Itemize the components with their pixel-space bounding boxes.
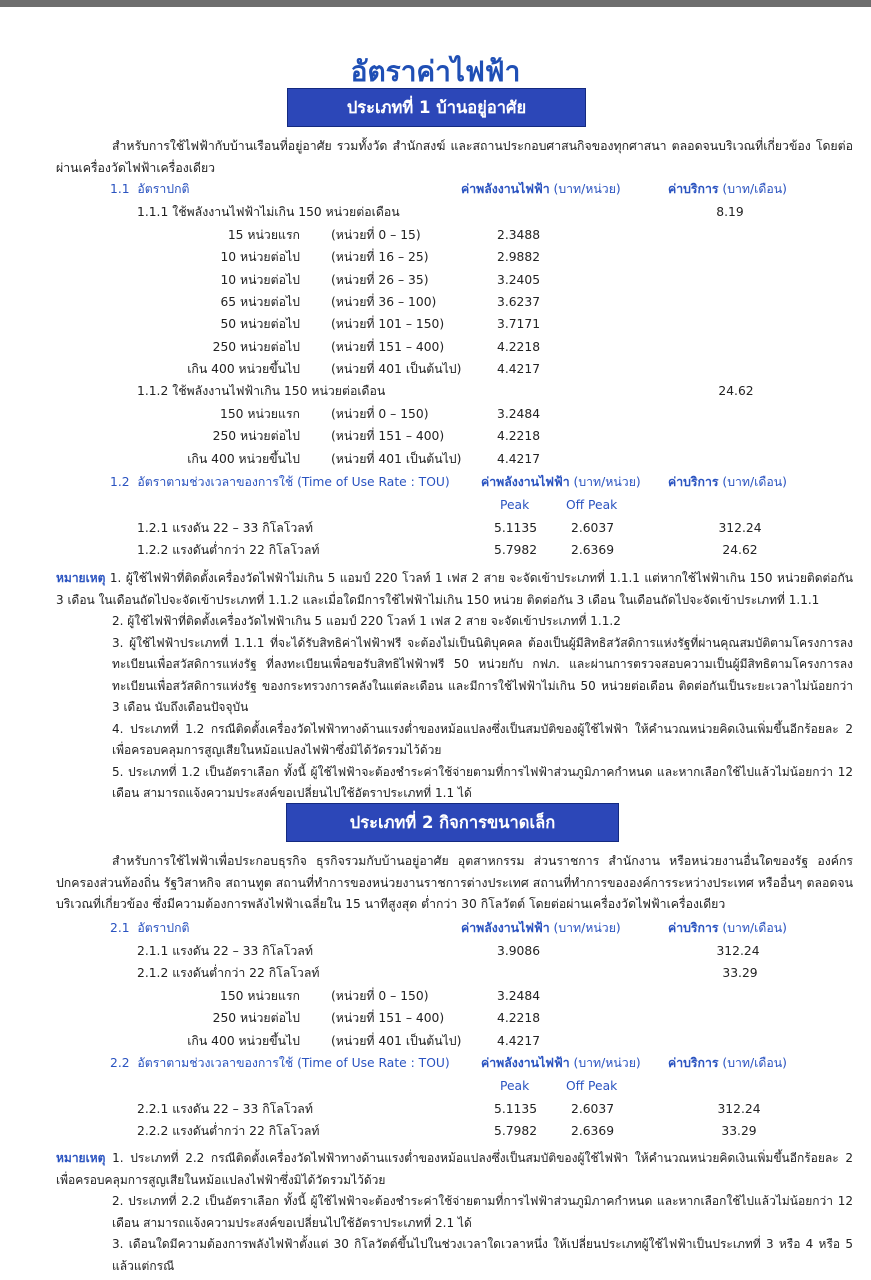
type1-note-2: 2. ผู้ใช้ไฟฟ้าที่ติดตั้งเครื่องวัดไฟฟ้าเกิน 5 แอมป์ 220 โวลท์ 1 เฟส 2 สาย จะจัดเข้าประเภทที่ 1.1.2: [112, 614, 621, 628]
type1-banner: ประเภทที่ 1 บ้านอยู่อาศัย: [287, 88, 586, 127]
tou-service: 312.24: [718, 521, 762, 535]
tier-units: 65 หน่วยต่อไป: [220, 294, 300, 309]
s21-num: 2.1: [110, 921, 130, 935]
tier-units: 10 หน่วยต่อไป: [220, 272, 300, 287]
s11-label: อัตราปกติ: [137, 182, 190, 196]
tier-range: (หน่วยที่ 151 – 400): [331, 429, 445, 444]
tier-range: (หน่วยที่ 0 – 150): [331, 989, 429, 1003]
s12-energy-head: ค่าพลังงานไฟฟ้า: [481, 475, 570, 489]
tier-rate: 4.4217: [497, 451, 541, 466]
s22-energy-head: ค่าพลังงานไฟฟ้า: [481, 1056, 570, 1070]
s22-peak-header: Peak: [500, 1079, 530, 1093]
tou-label: 2.2.1 แรงดัน 22 – 33 กิโลโวลท์: [137, 1102, 313, 1116]
s11-energy-header: [461, 179, 621, 199]
s21-energy-unit: (บาท/หน่วย): [553, 921, 621, 935]
type1-note-1-text: 1. ผู้ใช้ไฟฟ้าที่ติดตั้งเครื่องวัดไฟฟ้าไม่เกิน 5 แอมป์ 220 โวลท์ 1 เฟส 2 สาย จะจัดเข้าประเภทที่ 1.1.1 แต่หากใช้ไฟฟ้าเกิน 150 หน่วยติดต่อกัน 3 เดือน ในเดือนถัดไปจะจัดเข้าประเภทที่ 1.1.2 และเมื่อใดมีการใช้ไฟฟ้าไม่เกิน 150 หน่วย ติดต่อกัน 3 เดือน ในเดือนถัดไปจะจัดเข้าประเภทที่ 1.1.1: [56, 571, 853, 607]
s12-service-header: [668, 472, 787, 492]
tou-peak: 5.7982: [494, 1124, 538, 1138]
tou-offpeak: 2.6037: [571, 521, 615, 535]
tier-rate: 3.2405: [497, 272, 541, 287]
s22-service-unit: (บาท/เดือน): [722, 1056, 787, 1070]
s11-num: 1.1: [110, 182, 130, 196]
s21-label: อัตราปกติ: [137, 921, 190, 935]
tier-rate: 3.2484: [497, 989, 541, 1003]
s22-energy-header: [481, 1053, 641, 1073]
tier-rate: 2.3488: [497, 228, 541, 242]
tier-range: (หน่วยที่ 0 – 15): [331, 228, 421, 242]
s211-rate: 3.9086: [497, 944, 541, 958]
tou-peak: 5.1135: [494, 1102, 538, 1116]
tier-units: 250 หน่วยต่อไป: [212, 429, 300, 444]
s12-label: อัตราตามช่วงเวลาของการใช้ (Time of Use Rate : TOU): [137, 475, 450, 489]
s22-offpeak-header: Off Peak: [566, 1079, 618, 1093]
tier-units: 50 หน่วยต่อไป: [220, 317, 300, 332]
tou-peak: 5.7982: [494, 543, 538, 557]
s12-num: 1.2: [110, 475, 130, 489]
s211-service: 312.24: [716, 944, 760, 958]
s12-heading: [110, 472, 450, 492]
type1-intro-text: สำหรับการใช้ไฟฟ้ากับบ้านเรือนที่อยู่อาศัย รวมทั้งวัด สำนักสงฆ์ และสถานประกอบศาสนกิจของทุกศาสนา ตลอดจนบริเวณที่เกี่ยวข้อง โดยต่อผ่านเครื่องวัดไฟฟ้าเครื่องเดียว: [56, 139, 853, 175]
type1-intro: [56, 136, 853, 179]
page-title: อัตราค่าไฟฟ้า: [350, 55, 521, 88]
s11-energy-unit: (บาท/หน่วย): [553, 182, 621, 196]
s112-label: 1.1.2 ใช้พลังงานไฟฟ้าเกิน 150 หน่วยต่อเดือน: [137, 384, 386, 398]
s11-service-head: ค่าบริการ: [668, 182, 719, 196]
s12-energy-unit: (บาท/หน่วย): [573, 475, 641, 489]
type1-note-3: 3. ผู้ใช้ไฟฟ้าประเภทที่ 1.1.1 ที่จะได้รับสิทธิค่าไฟฟ้าฟรี จะต้องไม่เป็นนิติบุคคล ต้องเป็นผู้มีสิทธิสวัสดิการแห่งรัฐที่ผ่านคุณสมบัติตามโครงการลงทะเบียนเพื่อสวัสดิการแห่งรัฐ ที่ลงทะเบียนเพื่อขอรับสิทธิไฟฟ้าฟรี 50 หน่วยกับ กฟภ. และผ่านการตรวจสอบความเป็นผู้มีสิทธิตามโครงการลงทะเบียนเพื่อสวัสดิการแห่งรัฐ ของกระทรวงการคลังในแต่ละเดือน และมีการใช้ไฟฟ้าไม่เกิน 50 หน่วยต่อเดือน ติดต่อกันเป็นระยะเวลาไม่น้อยกว่า 3 เดือน นับถึงเดือนปัจจุบัน: [112, 635, 853, 714]
tier-rate: 3.6237: [497, 294, 541, 309]
tier-units: เกิน 400 หน่วยขึ้นไป: [187, 1033, 300, 1048]
tier-units: 10 หน่วยต่อไป: [220, 250, 300, 265]
tou-label: 2.2.2 แรงดันต่ำกว่า 22 กิโลโวลท์: [137, 1124, 320, 1138]
s11-service-header: [668, 179, 787, 199]
type2-notes-label: หมายเหตุ: [56, 1151, 106, 1165]
tier-units: เกิน 400 หน่วยขึ้นไป: [187, 361, 300, 376]
tier-range: (หน่วยที่ 16 – 25): [331, 250, 429, 265]
s21-heading: [110, 918, 190, 938]
type1-note-5: 5. ประเภทที่ 1.2 เป็นอัตราเลือก ทั้งนี้ ผู้ใช้ไฟฟ้าจะต้องชำระค่าใช้จ่ายตามที่การไฟฟ้าส่วนภูมิภาคกำหนด และหากเลือกใช้ไปแล้วไม่น้อยกว่า 12 เดือน สามารถแจ้งความประสงค์ขอเปลี่ยนไปใช้อัตราประเภทที่ 1.1 ได้: [112, 764, 853, 800]
tou-offpeak: 2.6369: [571, 543, 615, 557]
tier-range: (หน่วยที่ 0 – 150): [331, 407, 429, 421]
s22-num: 2.2: [110, 1056, 130, 1070]
s22-label: อัตราตามช่วงเวลาของการใช้ (Time of Use Rate : TOU): [137, 1056, 450, 1070]
type1-notes-label: หมายเหตุ: [56, 571, 106, 585]
tier-rate: 4.2218: [497, 1011, 541, 1026]
type2-note-1-text: 1. ประเภทที่ 2.2 กรณีติดตั้งเครื่องวัดไฟฟ้าทางด้านแรงต่ำของหม้อแปลงซึ่งเป็นสมบัติของผู้ใช้ไฟฟ้า ให้คำนวณหน่วยคิดเงินเพิ่มขึ้นอีกร้อยละ 2 เพื่อครอบคลุมการสูญเสียในหม้อแปลงไฟฟ้าซึ่งมิได้วัดรวมไว้ด้วย: [56, 1151, 853, 1187]
tier-range: (หน่วยที่ 151 – 400): [331, 1011, 445, 1026]
s12-offpeak-header: Off Peak: [566, 498, 618, 512]
type1-note-4: 4. ประเภทที่ 1.2 กรณีติดตั้งเครื่องวัดไฟฟ้าทางด้านแรงต่ำของหม้อแปลงซึ่งเป็นสมบัติของผู้ใช้ไฟฟ้า ให้คำนวณหน่วยคิดเงินเพิ่มขึ้นอีกร้อยละ 2 เพื่อครอบคลุมการสูญเสียในหม้อแปลงไฟฟ้าซึ่งมิได้วัดรวมไว้ด้วย: [112, 721, 853, 757]
tou-service: 312.24: [717, 1102, 761, 1116]
tou-service: 33.29: [721, 1124, 757, 1138]
s111-label: 1.1.1 ใช้พลังงานไฟฟ้าไม่เกิน 150 หน่วยต่อเดือน: [137, 205, 400, 219]
tier-units: 150 หน่วยแรก: [220, 989, 300, 1003]
s212-label: 2.1.2 แรงดันต่ำกว่า 22 กิโลโวลท์: [137, 966, 320, 980]
tier-range: (หน่วยที่ 36 – 100): [331, 294, 437, 309]
s111-service: 8.19: [716, 205, 744, 219]
tier-units: 250 หน่วยต่อไป: [212, 339, 300, 354]
tier-units: 150 หน่วยแรก: [220, 407, 300, 421]
s212-service: 33.29: [722, 966, 758, 980]
s12-peak-header: Peak: [500, 498, 530, 512]
tier-rate: 4.2218: [497, 339, 541, 354]
s22-energy-unit: (บาท/หน่วย): [573, 1056, 641, 1070]
type2-note-2: 2. ประเภทที่ 2.2 เป็นอัตราเลือก ทั้งนี้ ผู้ใช้ไฟฟ้าจะต้องชำระค่าใช้จ่ายตามที่การไฟฟ้าส่วนภูมิภาคกำหนด และหากเลือกใช้ไปแล้วไม่น้อยกว่า 12 เดือน สามารถแจ้งความประสงค์ขอเปลี่ยนไปใช้อัตราประเภทที่ 2.1 ได้: [112, 1194, 853, 1230]
s22-service-header: [668, 1053, 787, 1073]
tier-range: (หน่วยที่ 401 เป็นต้นไป): [331, 361, 462, 376]
type2-note-1: [56, 1148, 853, 1191]
type2-intro-text: สำหรับการใช้ไฟฟ้าเพื่อประกอบธุรกิจ ธุรกิจรวมกับบ้านอยู่อาศัย อุตสาหกรรม ส่วนราชการ สำนักงาน หรือหน่วยงานอื่นใดของรัฐ องค์กรปกครองส่วนท้องถิ่น รัฐวิสาหกิจ สถานทูต สถานที่ทำการของหน่วยงานราชการต่างประเทศ สถานที่ทำการขององค์การระหว่างประเทศ หรืออื่นๆ ตลอดจนบริเวณที่เกี่ยวข้อง ซึ่งมีความต้องการพลังไฟฟ้าเฉลี่ยใน 15 นาทีสูงสุด ต่ำกว่า 30 กิโลวัตต์ โดยต่อผ่านเครื่องวัดไฟฟ้าเครื่องเดียว: [56, 854, 853, 911]
s21-service-unit: (บาท/เดือน): [722, 921, 787, 935]
tier-range: (หน่วยที่ 401 เป็นต้นไป): [331, 1033, 462, 1048]
tier-units: เกิน 400 หน่วยขึ้นไป: [187, 451, 300, 466]
tier-rate: 4.4217: [497, 361, 541, 376]
tier-rate: 3.2484: [497, 407, 541, 421]
tou-service: 24.62: [722, 543, 758, 557]
tou-peak: 5.1135: [494, 521, 538, 535]
s11-heading: [110, 179, 190, 199]
s12-service-unit: (บาท/เดือน): [722, 475, 787, 489]
s112-service: 24.62: [718, 384, 754, 398]
s12-energy-header: [481, 472, 641, 492]
s11-energy-head: ค่าพลังงานไฟฟ้า: [461, 182, 550, 196]
type2-notes: [56, 1148, 853, 1277]
tou-offpeak: 2.6037: [571, 1102, 615, 1116]
s21-energy-header: [461, 918, 621, 938]
tou-label: 1.2.2 แรงดันต่ำกว่า 22 กิโลโวลท์: [137, 543, 320, 557]
s21-service-head: ค่าบริการ: [668, 921, 719, 935]
s211-label: 2.1.1 แรงดัน 22 – 33 กิโลโวลท์: [137, 944, 313, 958]
top-border: [0, 0, 871, 7]
s22-heading: [110, 1053, 450, 1073]
tier-rate: 2.9882: [497, 250, 541, 265]
s11-service-unit: (บาท/เดือน): [722, 182, 787, 196]
tier-range: (หน่วยที่ 401 เป็นต้นไป): [331, 451, 462, 466]
tier-range: (หน่วยที่ 151 – 400): [331, 339, 445, 354]
tier-units: 250 หน่วยต่อไป: [212, 1011, 300, 1026]
type1-notes: [56, 568, 853, 805]
type2-intro: [56, 851, 853, 916]
tier-range: (หน่วยที่ 101 – 150): [331, 317, 445, 332]
tier-rate: 4.4217: [497, 1033, 541, 1048]
s22-service-head: ค่าบริการ: [668, 1056, 719, 1070]
s21-service-header: [668, 918, 787, 938]
tier-units: 15 หน่วยแรก: [227, 228, 300, 242]
tou-label: 1.2.1 แรงดัน 22 – 33 กิโลโวลท์: [137, 521, 313, 535]
tou-offpeak: 2.6369: [571, 1124, 615, 1138]
s21-energy-head: ค่าพลังงานไฟฟ้า: [461, 921, 550, 935]
type2-banner: ประเภทที่ 2 กิจการขนาดเล็ก: [286, 803, 619, 842]
type2-note-3: 3. เดือนใดมีความต้องการพลังไฟฟ้าตั้งแต่ 30 กิโลวัตต์ขึ้นไปในช่วงเวลาใดเวลาหนึ่ง ให้เปลี่ยนประเภทผู้ใช้ไฟฟ้าเป็นประเภทที่ 3 หรือ 4 หรือ 5 แล้วแต่กรณี: [112, 1237, 853, 1273]
type1-note-1: [56, 568, 853, 611]
s12-service-head: ค่าบริการ: [668, 475, 719, 489]
tier-rate: 4.2218: [497, 429, 541, 444]
tier-range: (หน่วยที่ 26 – 35): [331, 272, 429, 287]
tier-rate: 3.7171: [497, 317, 541, 332]
